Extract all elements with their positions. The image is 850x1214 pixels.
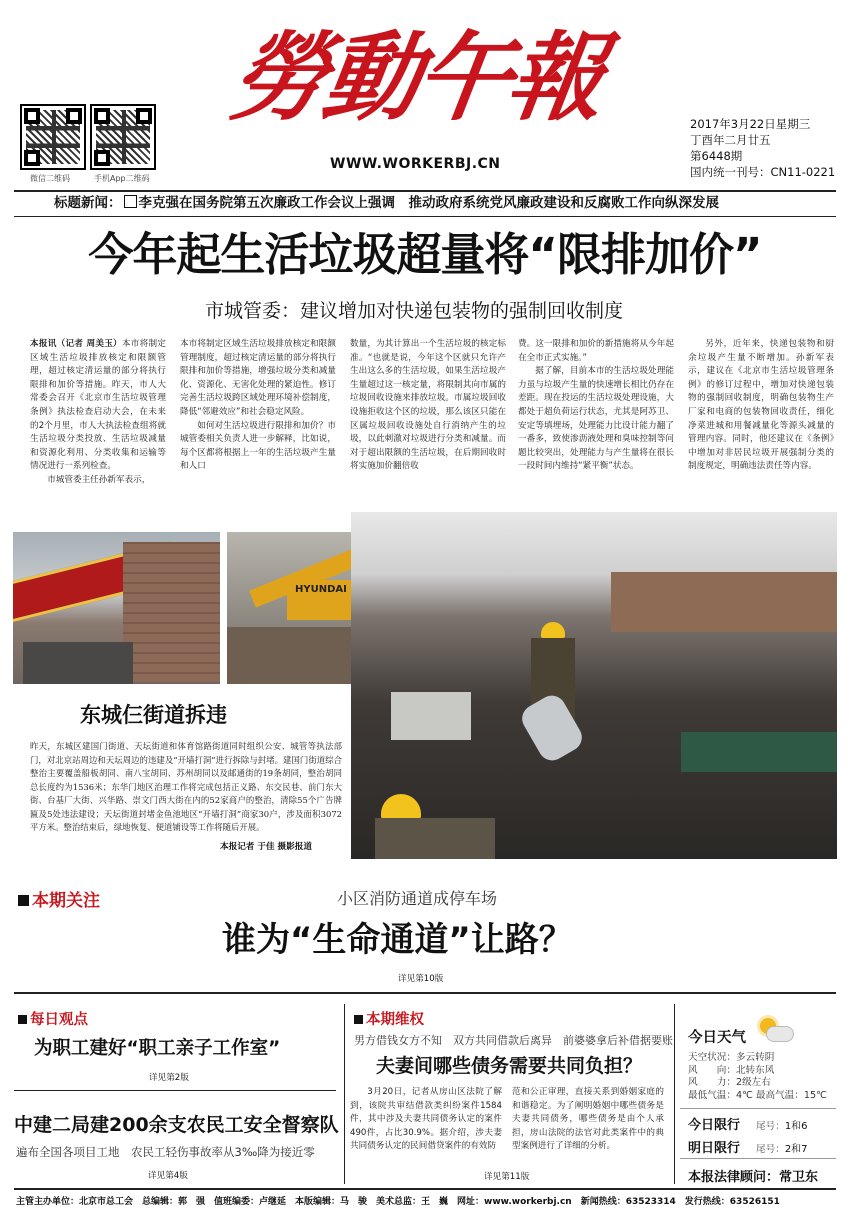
wechat-qr-code[interactable] (20, 104, 86, 170)
masthead-rule (14, 190, 836, 192)
traffic-tomorrow-label: 明日限行 (688, 1141, 741, 1156)
street-crowd (23, 642, 133, 684)
headline-news-label: 标题新闻： (54, 195, 122, 211)
lead-col4b-text: 据了解，目前本市的生活垃圾处理能力虽与垃圾产生量的快速增长相比仍存在差距。现在投运的生活垃圾处理设施，大都处于超负荷运行状态，尤其是阿苏卫、安定等填埋场，处理能力比设计能力翻了一番多，致使渗沥液处理和臭味控制等问题比较突出，处理能力与产生量将在很长一段时间内维持“紧平衡”状态。 (518, 366, 674, 472)
rights-ref[interactable]: 详见第11版 (484, 1172, 530, 1182)
lead-subtitle: 市城管委：建议增加对快递包装物的强制回收制度 (205, 300, 624, 322)
issue-number: 第6448期 (690, 149, 743, 163)
lead-column-2 (180, 338, 336, 493)
daily-view-tag-text: 每日观点 (30, 1012, 88, 1028)
website-url[interactable]: WWW.WORKERBJ.CN (330, 156, 501, 172)
focus-tag-text: 本期关注 (32, 891, 100, 911)
weather-label: 天空状况： (688, 1052, 736, 1063)
column-divider-left (344, 1004, 345, 1184)
legal-advisor (688, 1166, 818, 1185)
rights-headline[interactable]: 夫妻间哪些债务需要共同负担？ (376, 1055, 643, 1077)
traffic-restrictions (688, 1114, 808, 1160)
rights-col1-text: 3月20日，记者从房山区法院了解到，该院共审结借款类纠纷案件1584件，其中涉及夫妻共同债务认定的案件490件，占比30.9%。据介绍，涉夫妻共同债务认定的民间借贷案件的有效防 (350, 1087, 502, 1152)
lead-byline: 本报讯（记者 周美玉） (30, 339, 122, 349)
cscec-headline[interactable]: 中建二局建200余支农民工安全督察队 (14, 1114, 339, 1136)
rights-column-2 (512, 1086, 664, 1154)
qr-right-label: 手机App二维码 (94, 174, 150, 183)
worker-2 (375, 818, 495, 859)
newspaper-logo: 勞動午報 (224, 21, 609, 134)
legal-advisor-name: 常卫东 (779, 1170, 819, 1185)
rights-col2-text: 范和公正审理，直接关系到婚姻家庭的和谐稳定。为了阐明婚姻中哪些债务是夫妻共同债务，哪些债务是由个人承担，房山法院的法官对此类案件中的典型案例进行了详细的分析。 (512, 1087, 664, 1152)
demolition-photo-1[interactable] (13, 532, 220, 684)
cloud-icon (766, 1026, 794, 1042)
worker-helmet-1 (541, 622, 565, 638)
weather-value: 4℃ 最高气温：15℃ (735, 1089, 827, 1101)
daily-view-tag (18, 1008, 88, 1029)
weather-label: 风 向： (688, 1064, 736, 1076)
lead-headline[interactable]: 今年起生活垃圾超量将“限排加价” (88, 228, 762, 281)
square-bullet-icon (18, 895, 29, 906)
weather-row-wind-force (688, 1077, 827, 1090)
headline-news-text[interactable]: 李克强在国务院第五次廉政工作会议上强调 推动政府系统党风廉政建设和反腐败工作向纵深发展 (138, 195, 719, 211)
legal-rule (680, 1158, 836, 1159)
photo-story-body: 昨天，东城区建国门街道、天坛街道和体育馆路街道同时组织公安、城管等执法部门，对北京站周边和天坛周边的违建及“开墙打洞”进行拆除与封堵。建国门街道综合整治主要覆盖船板胡同、南八宝胡同、苏州胡同以及邮通街的19条胡同，整治胡同总长度约为1536米；东华门地区治理工作将完成包括正义路、东交民巷、前门东大街、台基厂大街、兴华路、崇文门西大街在内的52家商户的整治，清除55个广告牌匾及5处违法建设；天坛街道封堵金鱼池地区“开墙打洞”商家30户，涉及面积3072平方米。整治结束后，绿地恢复、便道铺设等工作将随后开展。 (30, 741, 342, 832)
rights-column-1 (350, 1086, 502, 1154)
headline-news-rule (14, 216, 836, 217)
lead-col2b-text: 如何对生活垃圾进行限排和加价？市城管委相关负责人进一步解释，比如说，每个区都将根据上一年的生活垃圾产生量和人口 (180, 420, 336, 472)
lead-column-4 (518, 338, 674, 493)
column-divider-right (674, 1004, 675, 1184)
traffic-today (688, 1114, 808, 1137)
roof-debris (611, 572, 837, 632)
daily-view-headline[interactable]: 为职工建好“职工亲子工作室” (34, 1038, 281, 1059)
focus-ref[interactable]: 详见第10版 (398, 974, 444, 984)
rights-tag (354, 1008, 424, 1029)
lead-col5-text: 另外，近年来，快递包装物和厨余垃圾产生量不断增加。孙新军表示，建议在《北京市生活垃圾管理条例》的修订过程中，增加对快递包装物的强制回收制度，明确包装物生产厂家和电商的包装物回收责任，细化净菜进城和用餐减量化等源头减量的管理内容。同时，他还建议在《条例》中增加对非居民垃圾开展强制分类的制度规定，明确违法责任等内容。 (688, 339, 834, 472)
masthead (0, 0, 850, 192)
checkbox-icon (124, 195, 137, 208)
lead-col1b-text: 市城管委主任孙新军表示， (47, 474, 151, 485)
footer-rule (14, 1188, 836, 1190)
focus-kicker: 小区消防通道成停车场 (337, 889, 498, 908)
traffic-today-value: 1和6 (784, 1121, 808, 1132)
footer-credits: 主管主办单位：北京市总工会 总编辑：郭 强 值班编委：卢继延 本版编辑：马 骏 美术总监：王 巍 网址：www.workerbj.cn 新闻热线：63523314 发行热线：63526151 (16, 1197, 780, 1207)
weather-value: 北转东风 (735, 1064, 775, 1076)
square-bullet-icon (354, 1015, 363, 1024)
photo-story-credit: 本报记者 于佳 摄影报道 (220, 842, 312, 852)
focus-headline[interactable]: 谁为“生命通道”让路？ (222, 920, 573, 960)
weather-label: 风 力： (688, 1077, 736, 1088)
weather-title: 今日天气 (688, 1030, 746, 1046)
lunar-date: 丁酉年二月廿五 (690, 133, 771, 147)
weather-row-temperature (688, 1090, 827, 1103)
gas-cylinder (517, 691, 587, 766)
traffic-tomorrow (688, 1137, 808, 1160)
weather-sun-cloud-icon (758, 1018, 794, 1044)
weather-value: 多云转阴 (735, 1052, 775, 1063)
green-awning (681, 732, 837, 772)
worker-helmet-2 (381, 794, 421, 820)
lead-column-1 (30, 338, 166, 493)
cn-number: 国内统一刊号：CN11-0221 (690, 165, 836, 179)
rights-kicker: 男方借钱女方不知 双方共同借款后离异 前婆婆拿后补借据要账 (354, 1034, 673, 1047)
weather-details (688, 1052, 827, 1102)
lead-col3-text: 数量，为其计算出一个生活垃圾的核定标准。“也就是说，今年这个区就只允许产生出这么多的生活垃圾，如果生活垃圾产生量超过这一核定量，将限制其向市属的垃圾回收设施来排放垃圾。市属垃圾回收设施拒收这个区的垃圾，那么该区只能在区属垃圾回收设施处自行消纳产生的垃圾，以此刺激对垃圾进行分类和减量。而对于超出限额的生活垃圾，在后期回收时将实施加价翻倍收 (350, 339, 506, 472)
gas-cylinder-photo[interactable] (351, 512, 837, 859)
photo-story-title[interactable]: 东城仨街道拆违 (80, 703, 227, 727)
date-line: 2017年3月22日星期三 (690, 117, 811, 131)
building-wall (123, 542, 220, 682)
qr-left-label: 微信二维码 (30, 174, 70, 183)
focus-rule (14, 992, 836, 994)
lead-col2-text: 本市将制定区域生活垃圾排放核定和限额管理制度，超过核定清运量的部分将执行限排和加价等措施，增强垃圾分类和减量化、资源化、无害化处理的紧迫性。修订完善生活垃圾跨区域处理环境补偿制度，降低“邻避效应”和社会稳定风险。 (180, 339, 336, 417)
rights-tag-text: 本期维权 (366, 1012, 424, 1028)
legal-advisor-label: 本报法律顾问： (688, 1170, 780, 1185)
square-bullet-icon (18, 1015, 27, 1024)
daily-view-ref[interactable]: 详见第2版 (149, 1073, 189, 1083)
date-info (690, 116, 835, 180)
lead-col4-text: 费。这一限排和加价的新措施将从今年起在全市正式实施。” (518, 339, 674, 363)
traffic-today-prefix: 尾号： (756, 1121, 785, 1132)
lead-col1-text: 本市将制定区域生活垃圾排放核定和限额管理，超过核定清运量的部分将执行限排和加价等措施。昨天，市人大常委会召开《北京市生活垃圾管理条例》执法检查启动大会，在未来的2个月里，市人大执法检查组将就生活垃圾分类投放、生活垃圾减量和资源化利用、分类收集和运输等情况进行一系列检查。 (30, 339, 166, 472)
traffic-tomorrow-value: 2和7 (784, 1144, 808, 1155)
weather-row-sky (688, 1052, 827, 1065)
weather-row-wind-dir (688, 1065, 827, 1078)
traffic-tomorrow-prefix: 尾号： (756, 1144, 785, 1155)
excavator-brand: HYUNDAI (295, 584, 347, 595)
app-qr-code[interactable] (90, 104, 156, 170)
traffic-today-label: 今日限行 (688, 1118, 741, 1133)
weather-label: 最低气温： (688, 1089, 736, 1101)
cscec-ref[interactable]: 详见第4版 (148, 1171, 188, 1181)
headline-news-bar (54, 194, 834, 212)
weather-rule (680, 1108, 836, 1109)
weather-value: 2级左右 (735, 1077, 771, 1088)
lead-column-3 (350, 338, 506, 493)
daily-view-rule (14, 1090, 336, 1091)
focus-tag (18, 886, 100, 911)
lead-column-5 (688, 338, 834, 493)
cscec-subtitle: 遍布全国各项目工地 农民工轻伤事故率从3‰降为接近零 (16, 1145, 315, 1159)
meter-boxes (391, 692, 471, 740)
